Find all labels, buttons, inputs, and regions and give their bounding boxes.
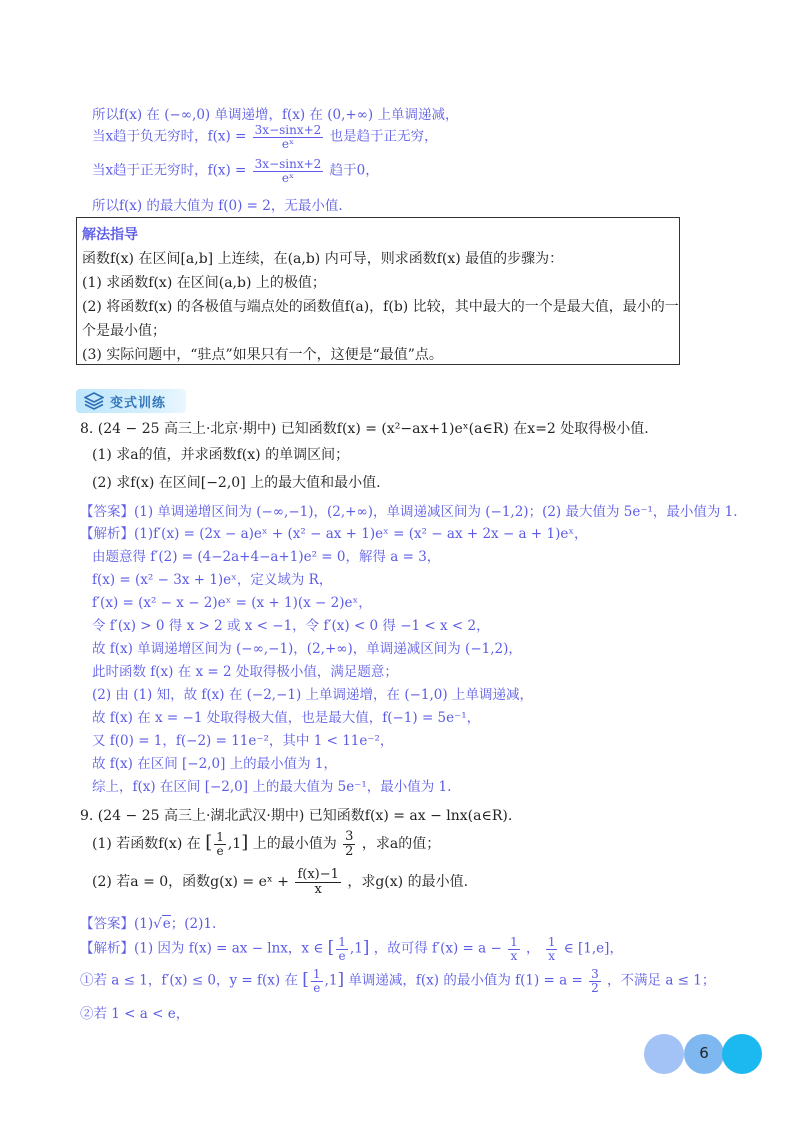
solution-line: 此时函数 f(x) 在 x = 2 处取得极小值，满足题意； [92,664,398,680]
fraction: $\frac{1}{e}$ [216,830,224,858]
solution-line: 所以f(x) 在 (−∞,0) 单调递增，f(x) 在 (0,+∞) 上单调递减， [92,107,459,123]
banner-label: 变式训练 [110,396,167,411]
page-number: 6 [699,1044,709,1062]
question-9-part-1: (1) 若函数f(x) 在 [ $\frac{1}{e}$ ,1] 上的最小值为 $\frac{3}{2}$ ，求a的值； [92,829,441,859]
solution-line: 由题意得 f′(2) = (4−2a+4−a+1)e² = 0，解得 a = 3， [92,549,441,565]
question-8-stem: 8. (24 − 25 高三上·北京·期中) 已知函数f(x) = (x²−ax+1)eˣ(a∈R) 在x=2 处取得极小值. [80,421,649,437]
decor-circle [722,1034,762,1074]
fraction: $\frac{1}{x}$ [547,935,556,963]
solution-line: 【解析】(1) 因为 f(x) = ax − lnx，x ∈ [ $\frac{1}{e}$ ,1] ，故可得 f′(x) = a − $\frac{1}{x}$ ， $\frac{1}{x}$ ∈ [1,e]， [80,935,623,963]
solution-line: 故 f(x) 单调递增区间为 (−∞,−1)，(2,+∞)，单调递减区间为 (−1,2)， [92,641,522,657]
solution-line: ①若 a ≤ 1，f′(x) ≤ 0，y = f(x) 在 [ $\frac{1}{e}$ ,1] 单调递减，f(x) 的最小值为 f(1) = a = $\frac{3}{2}$ ，不满足 a ≤ 1； [80,967,716,995]
question-8-part-2: (2) 求f(x) 在区间[−2,0] 上的最大值和最小值. [92,475,381,491]
fraction: $\frac{3}{2}$ [345,829,354,859]
layers-icon [84,392,104,410]
decor-circle [644,1034,684,1074]
solution-line: 故 f(x) 在区间 [−2,0] 上的最小值为 1， [92,756,338,772]
solution-line: 故 f(x) 在 x = −1 处取得极大值，也是最大值，f(−1) = 5e⁻¹， [92,710,481,726]
page-number-badge [644,1034,764,1076]
question-8-part-1: (1) 求a的值，并求函数f(x) 的单调区间； [92,447,350,463]
solution-line: (2) 由 (1) 知，故 f(x) 在 (−2,−1) 上单调递增，在 (−1,0) 上单调递减， [92,687,533,703]
fraction: $\frac{1}{e}$ [312,967,321,995]
fraction: $\frac{1}{x}$ [510,935,518,963]
guide-line: (3) 实际问题中，“驻点”如果只有一个，这便是“最值”点。 [82,347,443,363]
fraction: $\frac{3}{2}$ [591,967,599,995]
solution-line: 当x趋于负无穷时，f(x) = $\frac{3x-\sin x+2}{\text{eˣ}}$ 也是趋于正无穷， [92,123,438,151]
guide-title: 解法指导 [82,227,138,243]
solution-line: 令 f′(x) > 0 得 x > 2 或 x < −1，令 f′(x) < 0 得 −1 < x < 2， [92,618,490,634]
guide-line: (2) 将函数f(x) 的各极值与端点处的函数值f(a)，f(b) 比较，其中最大的一个是最大值，最小的一 [82,299,679,315]
guide-line: (1) 求函数f(x) 在区间(a,b) 上的极值； [82,275,326,291]
question-9-stem: 9. (24 − 25 高三上·湖北武汉·期中) 已知函数f(x) = ax − lnx(a∈R). [80,808,513,824]
solution-line: f′(x) = (x² − x − 2)eˣ = (x + 1)(x − 2)eˣ， [92,595,372,611]
variant-training-banner [76,389,186,413]
question-9-answer: 【答案】(1)√e；(2)1. [80,916,217,932]
fraction: $\frac{3x-\sin x+2}{\text{eˣ}}$ [254,157,322,185]
solution-line: 【解析】(1)f′(x) = (2x − a)eˣ + (x² − ax + 1)eˣ = (x² − ax + 2x − a + 1)eˣ， [80,526,588,542]
question-8-answer: 【答案】(1) 单调递增区间为 (−∞,−1)，(2,+∞)，单调递减区间为 (−1,2)；(2) 最大值为 5e⁻¹，最小值为 1. [80,504,738,520]
guide-line: 个是最小值； [82,323,166,339]
question-9-part-2: (2) 若a = 0，函数g(x) = eˣ + $\frac{f(x)-1}{x}$ ，求g(x) 的最小值. [92,867,469,897]
solution-line: 当x趋于正无穷时，f(x) = $\frac{3x-\sin x+2}{\text{eˣ}}$ 趋于0， [92,157,379,185]
method-guide-box [76,217,680,365]
fraction: $\frac{1}{e}$ [338,935,346,963]
fraction: $\frac{f(x)-1}{x}$ [297,867,339,897]
solution-line: 综上，f(x) 在区间 [−2,0] 上的最大值为 5e⁻¹，最小值为 1. [92,779,452,795]
solution-line: ②若 1 < a < e， [80,1006,190,1022]
guide-line: 函数f(x) 在区间[a,b] 上连续，在(a,b) 内可导，则求函数f(x) 最值的步骤为： [82,251,564,267]
solution-line: 所以f(x) 的最大值为 f(0) = 2，无最小值. [92,198,343,214]
solution-line: f(x) = (x² − 3x + 1)eˣ，定义域为 R， [92,572,333,588]
fraction: $\frac{3x-\sin x+2}{\text{eˣ}}$ [254,123,322,151]
solution-line: 又 f(0) = 1，f(−2) = 11e⁻²，其中 1 < 11e⁻²， [92,733,394,749]
